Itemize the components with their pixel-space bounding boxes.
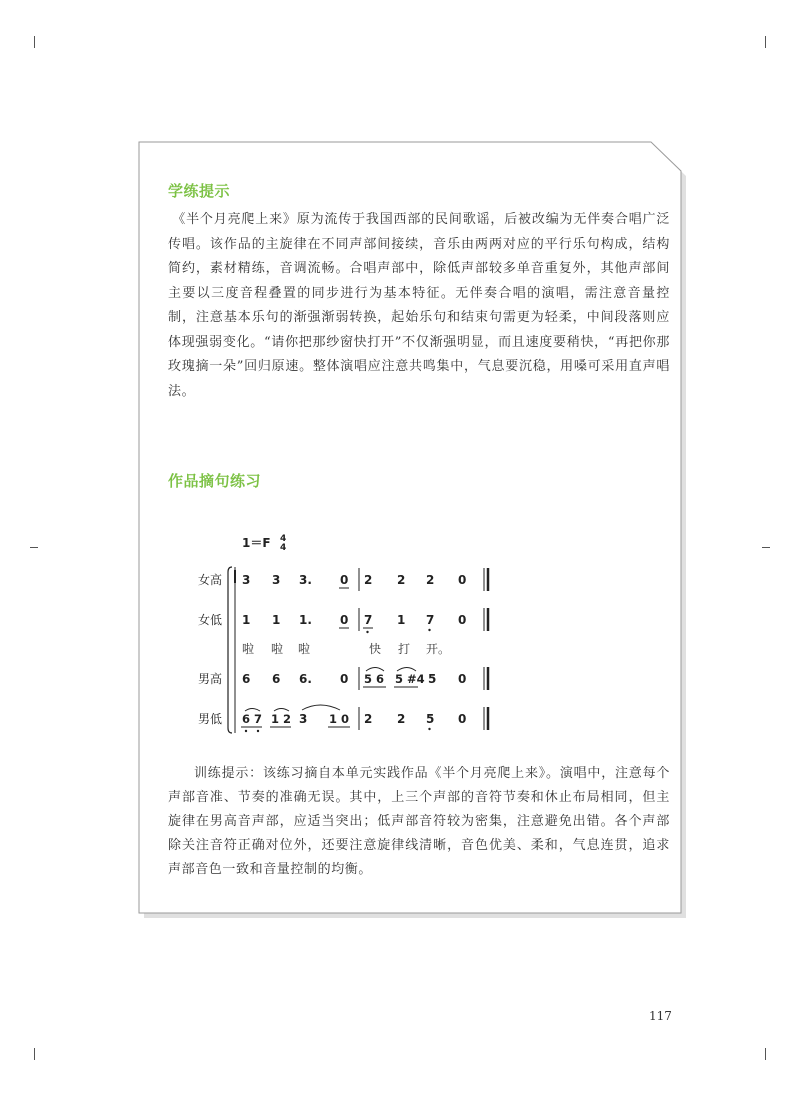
score-note: 0 <box>458 613 467 627</box>
voice-label: 女低 <box>198 613 223 627</box>
score-note: 2 <box>364 712 373 726</box>
score-note: 3. <box>299 573 312 587</box>
score-note: 1 2 <box>271 712 292 726</box>
score-note: 1 <box>397 613 406 627</box>
score-note: 3 <box>299 712 308 726</box>
score-note: 0 <box>458 573 467 587</box>
score-note: 1 <box>272 613 281 627</box>
score-note: 1. <box>299 613 312 627</box>
score-note: 1 <box>242 613 251 627</box>
lyric: 快 <box>369 642 382 656</box>
lyric: 开。 <box>426 642 451 656</box>
score-note: 2 <box>397 712 406 726</box>
score-note: 5 <box>426 712 435 726</box>
tips-text: 《半个月亮爬上来》原为流传于我国西部的民间歌谣，后被改编为无伴奏合唱广泛传唱。该作品的主旋律在不同声部间接续，音乐由两两对应的平行乐句构成，结构简约，素材精练，音调流畅。合唱声部中，除低声部较多单音重复外，其他声部间主要以三度音程叠置的同步进行为基本特征。无伴奏合唱的演唱，需注意音量控制，注意基本乐句的渐强渐弱转换，起始乐句和结束句需更为轻柔，中间段落则应体现强弱变化。“请你把那纱窗快打开”不仅渐强明显，而且速度要稍快，“再把你那玫瑰摘一朵”回归原速。整体演唱应注意共鸣集中，气息要沉稳，用嗓可采用直声唱法。 <box>168 212 670 399</box>
section-heading-excerpt: 作品摘句练习 <box>168 472 262 490</box>
score-note: 3 <box>272 573 281 587</box>
score-note: 2 <box>397 573 406 587</box>
voice-label: 男低 <box>198 712 223 726</box>
section-heading-tips: 学练提示 <box>168 182 231 200</box>
score-note: 2 <box>364 573 373 587</box>
lyric: 啦 <box>242 642 255 656</box>
voice-label: 女高 <box>198 573 223 587</box>
score-note: 0 <box>340 672 349 686</box>
training-notes-text: 训练提示：该练习摘自本单元实践作品《半个月亮爬上来》。演唱中，注意每个声部音准、节奏的准确无误。其中，上三个声部的音符节奏和休止布局相同，但主旋律在男高音声部，应适当突出；低声部音符较为密集，注意避免出错。各个声部除关注音符正确对位外，还要注意旋律线清晰，音色优美、柔和，气息连贯，追求声部音色一致和音量控制的均衡。 <box>168 766 670 877</box>
score-note: 5 <box>428 672 437 686</box>
score-note: 5 6 <box>364 672 385 686</box>
score-note: 6 <box>272 672 281 686</box>
lyric: 啦 <box>271 642 284 656</box>
lyric: 啦 <box>298 642 311 656</box>
score-note: 0 <box>340 573 349 587</box>
score-note: 6. <box>299 672 312 686</box>
score-note: 6 7 <box>242 712 263 726</box>
score-note: 7 <box>364 613 373 627</box>
score-note: 3 <box>242 573 251 587</box>
time-signature-bottom: 4 <box>280 543 287 553</box>
score-note: 5 #4 <box>395 672 425 686</box>
score-note: 6 <box>242 672 251 686</box>
time-signature-top: 4 <box>280 534 287 544</box>
score-note: 2 <box>426 573 435 587</box>
score-note: 7 <box>426 613 435 627</box>
system-brace <box>228 567 232 733</box>
page-number: 117 <box>649 1009 672 1023</box>
voice-label: 男高 <box>198 672 223 686</box>
score-note: 0 <box>340 613 349 627</box>
score-key: 1＝F <box>242 536 271 550</box>
score-note: 1 0 <box>329 712 350 726</box>
score-note: 0 <box>458 712 467 726</box>
lyric: 打 <box>398 642 411 656</box>
training-notes <box>168 762 670 882</box>
score-note: 0 <box>458 672 467 686</box>
